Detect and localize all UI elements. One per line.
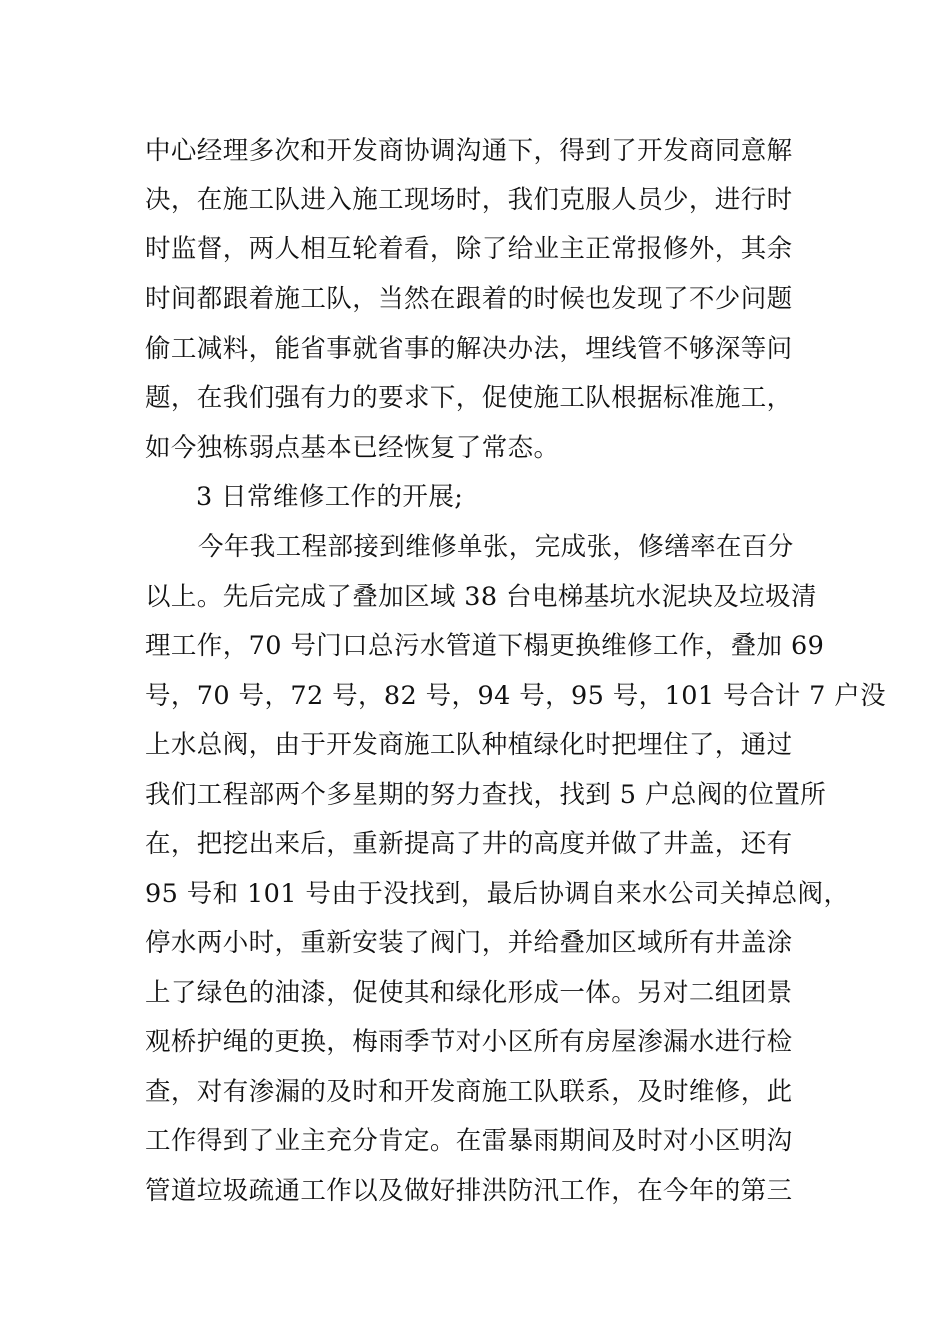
- body-text-line: 今年我工程部接到维修单张，完成张，修缮率在百分: [198, 532, 794, 562]
- body-text-line: 上了绿色的油漆，促使其和绿化形成一体。另对二组团景: [145, 978, 793, 1008]
- body-text-line: 时间都跟着施工队，当然在跟着的时候也发现了不少问题: [145, 284, 793, 314]
- body-text-line: 如今独栋弱点基本已经恢复了常态。: [145, 433, 560, 463]
- body-text-line: 题，在我们强有力的要求下，促使施工队根据标准施工，: [145, 383, 793, 413]
- body-text-line: 观桥护绳的更换，梅雨季节对小区所有房屋渗漏水进行检: [145, 1027, 793, 1057]
- body-text-line: 号，70 号，72 号，82 号，94 号，95 号，101 号合计 7 户没: [145, 681, 887, 711]
- body-text-line: 工作得到了业主充分肯定。在雷暴雨期间及时对小区明沟: [145, 1126, 793, 1156]
- body-text-line: 在，把挖出来后，重新提高了井的高度并做了井盖，还有: [145, 829, 793, 859]
- section-heading: 3 日常维修工作的开展;: [196, 482, 464, 512]
- body-text-line: 95 号和 101 号由于没找到，最后协调自来水公司关掉总阀，: [145, 879, 850, 909]
- body-text-line: 以上。先后完成了叠加区域 38 台电梯基坑水泥块及垃圾清: [145, 582, 817, 612]
- body-text-line: 我们工程部两个多星期的努力查找，找到 5 户总阀的位置所: [145, 780, 827, 810]
- body-text-line: 时监督，两人相互轮着看，除了给业主正常报修外，其余: [145, 234, 793, 264]
- body-text-line: 上水总阀，由于开发商施工队种植绿化时把埋住了，通过: [145, 730, 793, 760]
- body-text-line: 查，对有渗漏的及时和开发商施工队联系，及时维修，此: [145, 1077, 793, 1107]
- body-text-line: 停水两小时，重新安装了阀门，并给叠加区域所有井盖涂: [145, 928, 793, 958]
- body-text-line: 理工作，70 号门口总污水管道下榻更换维修工作，叠加 69: [145, 631, 825, 661]
- body-text-line: 中心经理多次和开发商协调沟通下，得到了开发商同意解: [145, 136, 793, 166]
- body-text-line: 管道垃圾疏通工作以及做好排洪防汛工作，在今年的第三: [145, 1176, 793, 1206]
- body-text-line: 决，在施工队进入施工现场时，我们克服人员少，进行时: [145, 185, 793, 215]
- body-text-line: 偷工减料，能省事就省事的解决办法，埋线管不够深等问: [145, 334, 793, 364]
